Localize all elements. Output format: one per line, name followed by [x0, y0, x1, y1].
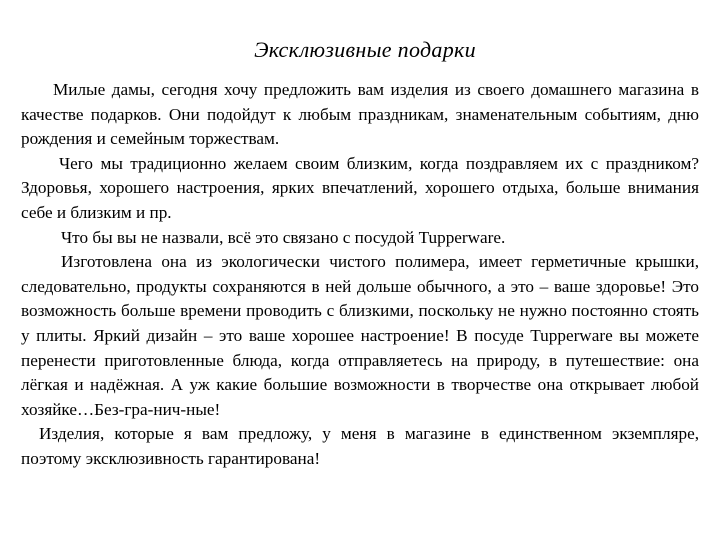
paragraph-tupperware: Что бы вы не назвали, всё это связано с посудой Tupperware.: [61, 227, 506, 247]
paragraph-description: Изготовлена она из экологически чистого полимера, имеет герметичные крышки, следовательно, продукты сохраняются в ней дольше обычного, а это – ваше здоровье! Это возможность больше времени проводить с близкими, поскольку не нужно постоянно стоять у плиты. Яркий дизайн – это ваше хорошее настроение! В посуде Tupperware вы можете перенести приготовленные блюда, когда отправляетесь на природу, в путешествие: она лёгкая и надёжная. А уж какие большие возможности в творчестве она открывает любой хозяйке…Без-гра-нич-ные!: [21, 252, 699, 419]
paragraph-exclusive: Изделия, которые я вам предложу, у меня в магазине в единственном экземпляре, поэтому эксклюзивность гарантирована!: [21, 424, 699, 468]
document-body: [21, 78, 699, 472]
document-title: Эксклюзивные подарки: [254, 37, 476, 62]
paragraph-wishes: Чего мы традиционно желаем своим близким, когда поздравляем их с праздником? Здоровья, хорошего настроения, ярких впечатлений, хорошего отдыха, больше внимания себе и близким и пр.: [21, 153, 699, 222]
paragraph-intro: Милые дамы, сегодня хочу предложить вам изделия из своего домашнего магазина в качестве подарков. Они подойдут к любым праздникам, знаменательным событиям, дню рождения и семейным торжествам.: [21, 80, 699, 149]
